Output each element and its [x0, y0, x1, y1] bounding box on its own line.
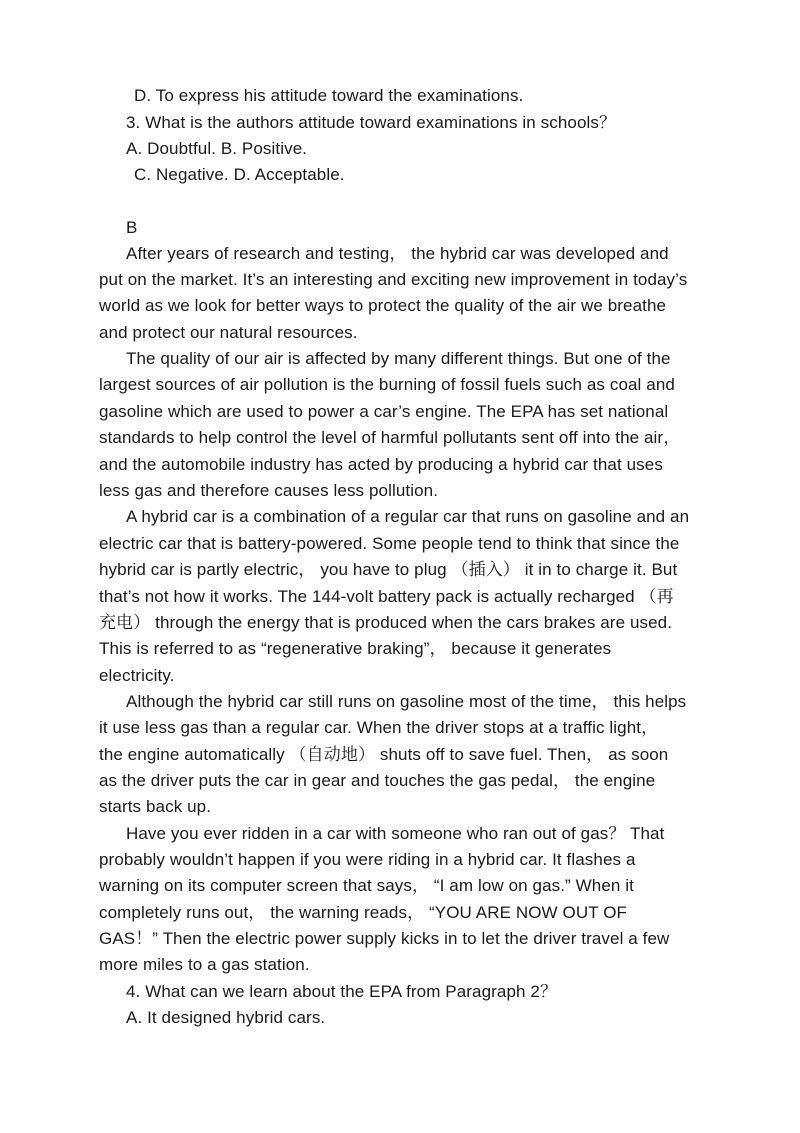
passage-line: that’s not how it works. The 144-volt battery pack is actually recharged （再	[99, 587, 674, 606]
passage-line: the engine automatically （自动地） shuts off to save fuel. Then， as soon	[99, 745, 669, 764]
passage-line: as the driver puts the car in gear and touches the gas pedal， the engine	[99, 771, 656, 790]
passage-line: Although the hybrid car still runs on gasoline most of the time， this helps	[126, 692, 687, 711]
passage-line: electric car that is battery-powered. Some people tend to think that since the	[99, 534, 680, 553]
passage-line: and protect our natural resources.	[99, 323, 358, 342]
passage-line: and the automobile industry has acted by producing a hybrid car that uses	[99, 455, 663, 474]
question-4: 4. What can we learn about the EPA from Paragraph 2？	[126, 982, 558, 1001]
passage-line: more miles to a gas station.	[99, 955, 310, 974]
passage-line: After years of research and testing， the hybrid car was developed and	[126, 244, 669, 263]
passage-line: it use less gas than a regular car. When the driver stops at a traffic light，	[99, 718, 659, 737]
passage-line: completely runs out， the warning reads， “YOU ARE NOW OUT OF	[99, 903, 628, 922]
option-d-q2: D. To express his attitude toward the examinations.	[134, 86, 524, 105]
passage-line: hybrid car is partly electric， you have to plug （插入） it in to charge it. But	[99, 560, 678, 579]
option-a-q4: A. It designed hybrid cars.	[126, 1008, 326, 1027]
section-heading-b: B	[126, 218, 138, 237]
passage-line: less gas and therefore causes less pollution.	[99, 481, 439, 500]
passage-line: standards to help control the level of harmful pollutants sent off into the air，	[99, 428, 681, 447]
passage-line: 充电） through the energy that is produced when the cars brakes are used.	[99, 613, 673, 632]
passage-line: This is referred to as “regenerative braking”， because it generates	[99, 639, 612, 658]
passage-line: starts back up.	[99, 797, 212, 816]
options-a-b-q3: A. Doubtful. B. Positive.	[126, 139, 308, 158]
passage-line: electricity.	[99, 666, 175, 685]
question-3: 3. What is the authors attitude toward examinations in schools？	[126, 113, 617, 132]
options-c-d-q3: C. Negative. D. Acceptable.	[134, 165, 345, 184]
passage-line: GAS！” Then the electric power supply kicks in to let the driver travel a few	[99, 929, 670, 948]
passage-line: gasoline which are used to power a car’s engine. The EPA has set national	[99, 402, 669, 421]
passage-line: put on the market. It’s an interesting and exciting new improvement in today’s	[99, 270, 688, 289]
passage-line: world as we look for better ways to protect the quality of the air we breathe	[99, 296, 667, 315]
passage-line: A hybrid car is a combination of a regular car that runs on gasoline and an	[126, 507, 690, 526]
passage-line: warning on its computer screen that says， “I am low on gas.” When it	[99, 876, 634, 895]
passage-line: The quality of our air is affected by many different things. But one of the	[126, 349, 671, 368]
passage-line: largest sources of air pollution is the burning of fossil fuels such as coal and	[99, 375, 675, 394]
passage-line: probably wouldn’t happen if you were riding in a hybrid car. It flashes a	[99, 850, 636, 869]
passage-line: Have you ever ridden in a car with someone who ran out of gas？ That	[126, 824, 665, 843]
